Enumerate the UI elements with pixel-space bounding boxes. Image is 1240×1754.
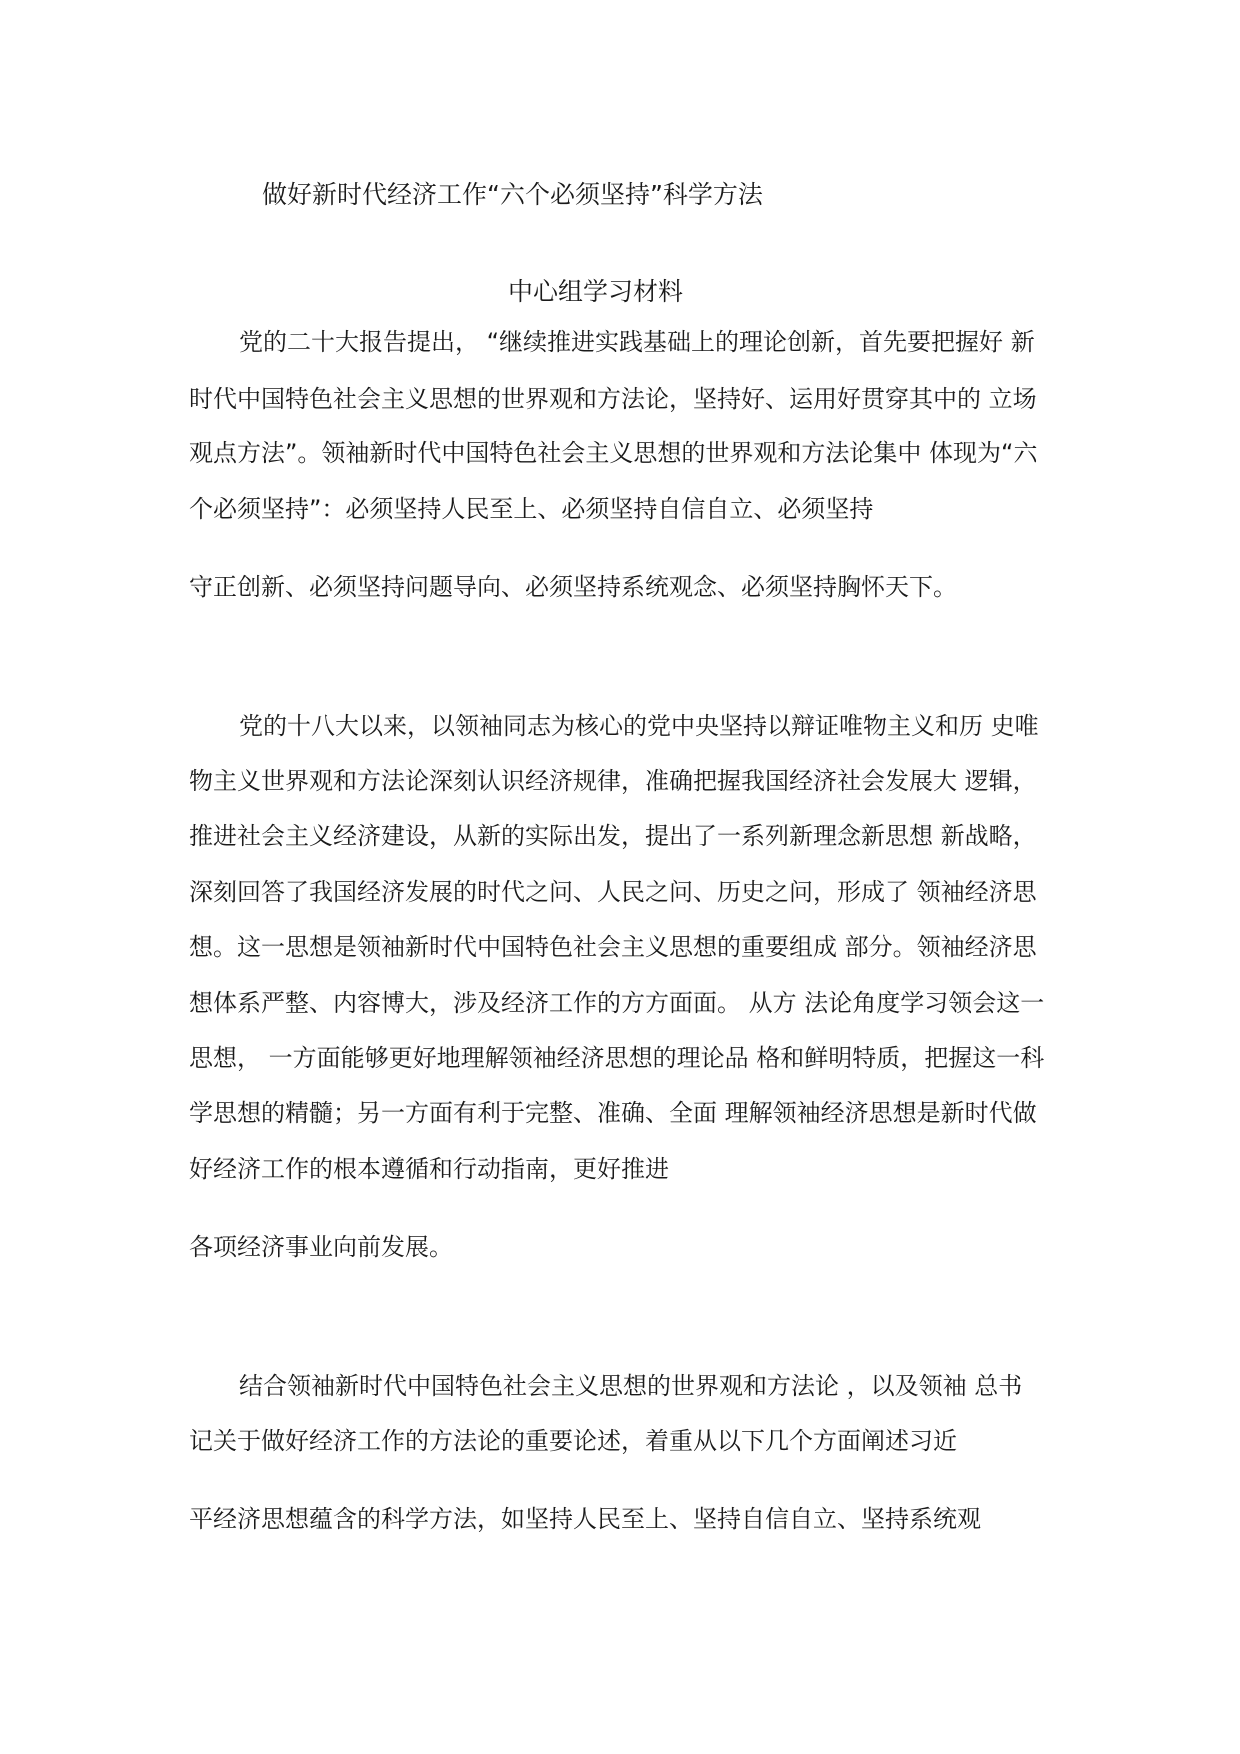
paragraph-line: 推进社会主义经济建设，从新的实际出发，提出了一系列新理念新思想 新战略， bbox=[189, 822, 1037, 850]
paragraph-line: 观点方法”。领袖新时代中国特色社会主义思想的世界观和方法论集中 体现为“六 bbox=[189, 439, 1038, 467]
paragraph-line: 想。这一思想是领袖新时代中国特色社会主义思想的重要组成 部分。领袖经济思 bbox=[189, 933, 1037, 961]
paragraph-line: 个必须坚持”：必须坚持人民至上、必须坚持自信自立、必须坚持 bbox=[189, 495, 874, 523]
document-subtitle: 中心组学习材料 bbox=[508, 277, 684, 306]
document-title: 做好新时代经济工作“六个必须坚持”科学方法 bbox=[262, 180, 763, 209]
paragraph-line: 党的十八大以来，以领袖同志为核心的党中央坚持以辩证唯物主义和历 史唯 bbox=[239, 712, 1039, 740]
paragraph-line: 物主义世界观和方法论深刻认识经济规律，准确把握我国经济社会发展大 逻辑， bbox=[189, 767, 1037, 795]
paragraph-line: 守正创新、必须坚持问题导向、必须坚持系统观念、必须坚持胸怀天下。 bbox=[189, 573, 957, 601]
paragraph-line: 想体系严整、内容博大，涉及经济工作的方方面面。 从方 法论角度学习领会这一 bbox=[189, 989, 1045, 1017]
paragraph-line: 深刻回答了我国经济发展的时代之问、人民之问、历史之问，形成了 领袖经济思 bbox=[189, 878, 1037, 906]
paragraph-line: 结合领袖新时代中国特色社会主义思想的世界观和方法论 ，以及领袖 总书 bbox=[239, 1372, 1023, 1400]
paragraph-line: 思想， 一方面能够更好地理解领袖经济思想的理论品 格和鲜明特质，把握这一科 bbox=[189, 1044, 1045, 1072]
paragraph-line: 好经济工作的根本遵循和行动指南，更好推进 bbox=[189, 1155, 669, 1183]
paragraph-line: 各项经济事业向前发展。 bbox=[189, 1233, 453, 1261]
paragraph-line: 平经济思想蕴含的科学方法，如坚持人民至上、坚持自信自立、坚持系统观 bbox=[189, 1505, 981, 1533]
paragraph-line: 学思想的精髓；另一方面有利于完整、准确、全面 理解领袖经济思想是新时代做 bbox=[189, 1099, 1037, 1127]
paragraph-line: 记关于做好经济工作的方法论的重要论述，着重从以下几个方面阐述习近 bbox=[189, 1427, 957, 1455]
paragraph-line: 党的二十大报告提出， “继续推进实践基础上的理论创新，首先要把握好 新 bbox=[239, 328, 1035, 356]
paragraph-line: 时代中国特色社会主义思想的世界观和方法论，坚持好、运用好贯穿其中的 立场 bbox=[189, 385, 1037, 413]
